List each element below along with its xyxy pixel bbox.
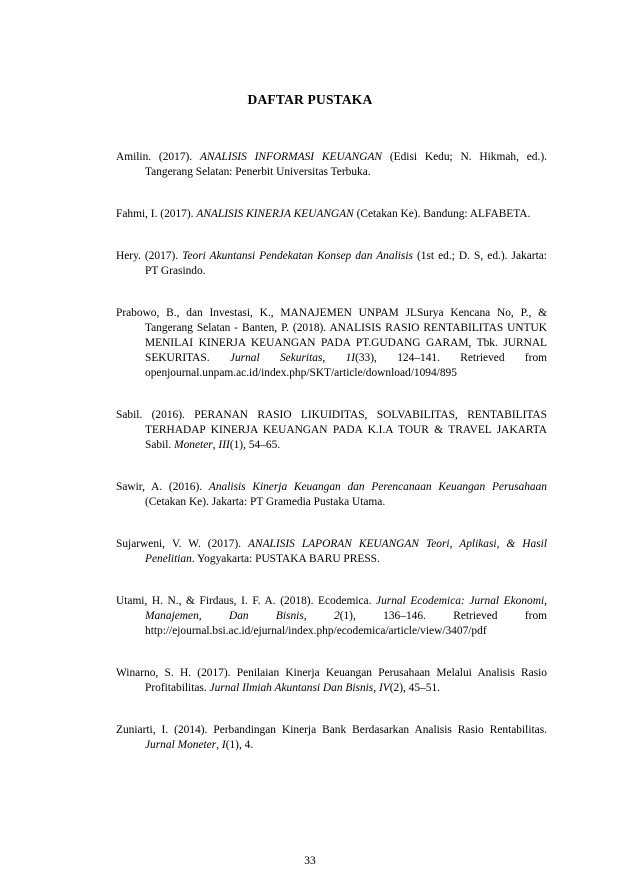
reference-list — [116, 150, 547, 753]
reference-text: . Yogyakarta: PUSTAKA BARU PRESS. — [191, 553, 380, 565]
reference-volume: IV — [378, 682, 390, 694]
reference-text: Sawir, A. (2016). — [116, 481, 209, 493]
reference-title: Analisis Kinerja Keuangan dan Perencanaan Keuangan Perusahaan — [208, 481, 548, 493]
reference-title: Moneter — [174, 439, 213, 451]
reference-volume: III — [218, 439, 230, 451]
reference-text: , — [216, 739, 222, 751]
reference-text: (33), 124–141. Retrieved from openjournal.unpam.ac.id/index.php/SKT/article/download/1094/895 — [145, 352, 547, 379]
reference-volume: 1I — [345, 352, 356, 364]
reference-text: (2), 45–51. — [389, 682, 441, 694]
reference-text: Utami, H. N., & Firdaus, I. F. A. (2018). Ecodemica. — [116, 595, 377, 607]
reference-text: Winarno, S. H. (2017). Penilaian Kinerja Keuangan Perusahaan Melalui Analisis Rasio Profitabilitas. — [116, 667, 547, 694]
reference-entry — [116, 537, 547, 567]
reference-text: , — [322, 352, 346, 364]
reference-text: (Edisi Kedu; N. Hikmah, ed.). Tangerang Selatan: Penerbit Universitas Terbuka. — [145, 151, 547, 178]
reference-text: Fahmi, I. (2017). — [116, 208, 197, 220]
reference-entry — [116, 594, 547, 639]
reference-entry — [116, 150, 547, 180]
reference-text: , — [373, 682, 379, 694]
reference-text: (1), 4. — [225, 739, 254, 751]
reference-text: , — [303, 610, 334, 622]
reference-text: Sujarweni, V. W. (2017). — [116, 538, 249, 550]
reference-entry — [116, 480, 547, 510]
reference-text: (Cetakan Ke). Bandung: ALFABETA. — [353, 208, 531, 220]
reference-text: Zuniarti, I. (2014). Perbandingan Kinerja Bank Berdasarkan Analisis Rasio Rentabilitas. — [116, 724, 547, 736]
reference-text: Sabil. (2016). PERANAN RASIO LIKUIDITAS, SOLVABILITAS, RENTABILITAS TERHADAP KINERJA KEUANGAN PADA K.I.A TOUR & TRAVEL JAKARTA Sabil. — [116, 409, 547, 451]
reference-title: Jurnal Ilmiah Akuntansi Dan Bisnis — [209, 682, 374, 694]
reference-entry — [116, 408, 547, 453]
reference-text: Prabowo, B., dan Investasi, K., MANAJEMEN UNPAM JLSurya Kencana No, P., & Tangerang Selatan - Banten, P. (2018). ANALISIS RASIO RENTABILITAS UNTUK MENILAI KINERJA KEUANGAN PADA PT.GUDANG GARAM, Tbk. JURNAL SEKURITAS. — [116, 307, 547, 364]
reference-title: Teori Akuntansi Pendekatan Konsep dan Analisis — [182, 250, 413, 262]
reference-title: ANALISIS KINERJA KEUANGAN — [196, 208, 354, 220]
reference-title: Jurnal Ecodemica: Jurnal Ekonomi, Manajemen, Dan Bisnis — [145, 595, 547, 622]
page-number: 33 — [304, 855, 316, 867]
reference-text: Amilin. (2017). — [116, 151, 200, 163]
reference-text: (1st ed.; D. S, ed.). Jakarta: PT Grasindo. — [145, 250, 547, 277]
reference-volume: 2 — [333, 610, 340, 622]
reference-title: Jurnal Moneter — [145, 739, 217, 751]
reference-volume: I — [221, 739, 226, 751]
reference-entry — [116, 666, 547, 696]
reference-entry — [116, 306, 547, 381]
reference-text: Hery. (2017). — [116, 250, 183, 262]
reference-title: ANALISIS LAPORAN KEUANGAN Teori, Aplikasi, & Hasil Penelitian — [145, 538, 547, 565]
reference-text: , — [212, 439, 219, 451]
reference-text: (Cetakan Ke). Jakarta: PT Gramedia Pustaka Utama. — [145, 496, 386, 508]
page-title: DAFTAR PUSTAKA — [247, 92, 373, 107]
reference-text: (1), 54–65. — [229, 439, 281, 451]
reference-text: (1), 136–146. Retrieved from http://ejournal.bsi.ac.id/ejurnal/index.php/ecodemica/article/view/3407/pdf — [145, 610, 547, 637]
reference-title: Jurnal Sekuritas — [229, 352, 323, 364]
reference-title: ANALISIS INFORMASI KEUANGAN — [199, 151, 383, 163]
reference-entry — [116, 207, 547, 222]
reference-entry — [116, 249, 547, 279]
reference-entry — [116, 723, 547, 753]
